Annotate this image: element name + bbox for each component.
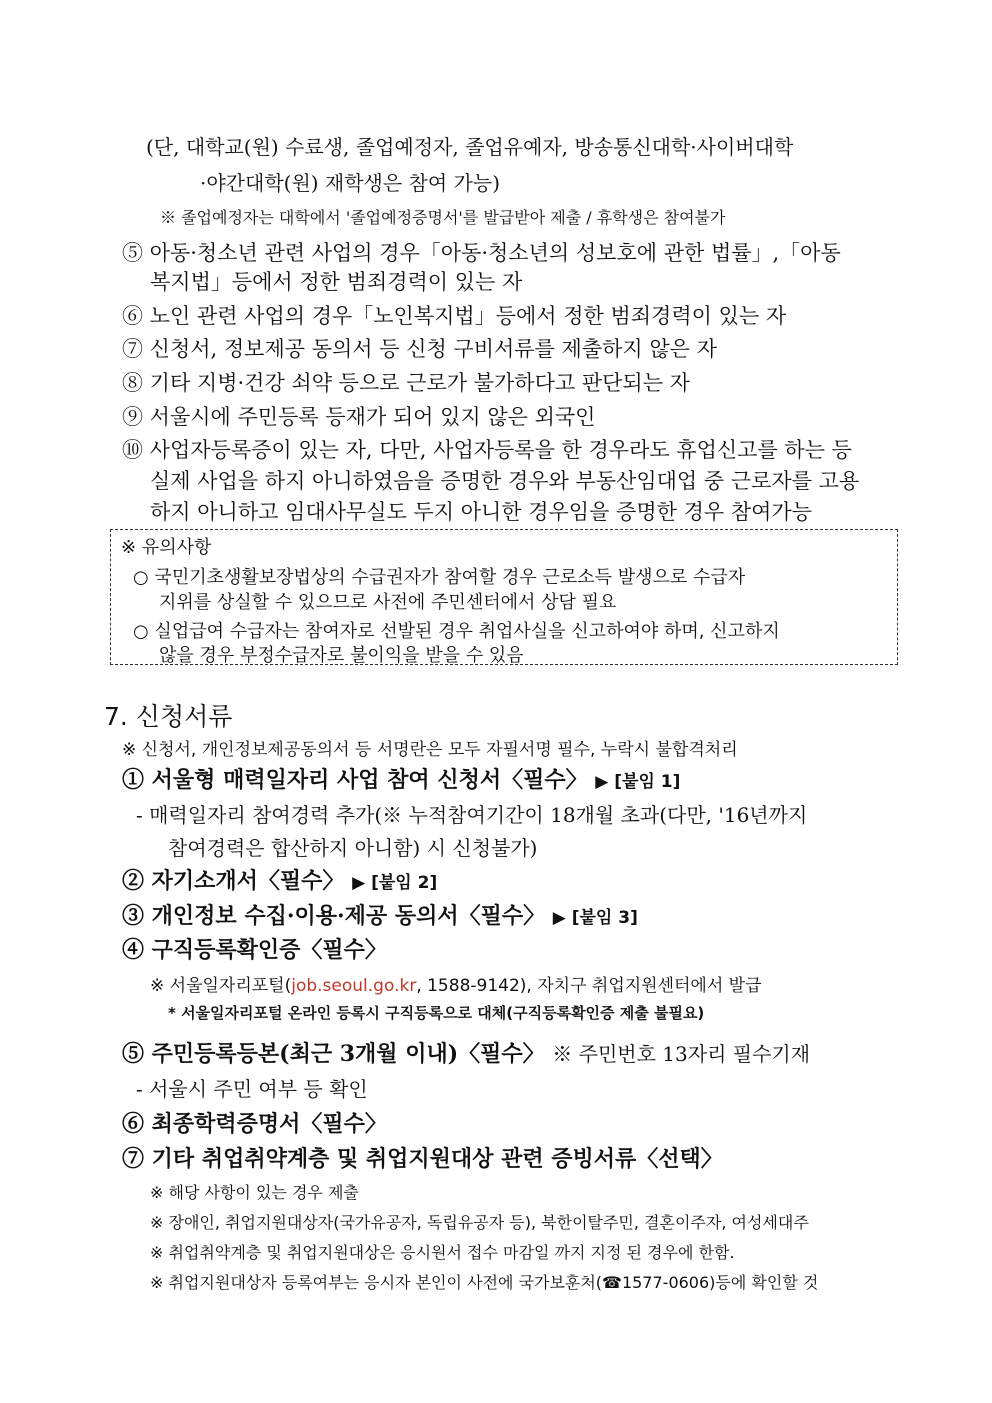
- signature-note: ※ 신청서, 개인정보제공동의서 등 서명란은 모두 자필서명 필수, 누락시 불합격처리: [122, 740, 738, 760]
- graduate-note: ※ 졸업예정자는 대학에서 '졸업예정증명서'를 발급받아 제출 / 휴학생은 참여불가: [160, 208, 726, 227]
- doc-1: [122, 763, 680, 794]
- doc-1-label: ① 서울형 매력일자리 사업 참여 신청서〈필수〉: [122, 767, 588, 793]
- doc-7-note-3: ※ 취업취약계층 및 취업지원대상은 응시원서 접수 마감일 까지 지정 된 경우에 한함.: [150, 1243, 735, 1262]
- item-5-line-2: 복지법」등에서 정한 범죄경력이 있는 자: [150, 270, 523, 294]
- doc-4-note-pre: ※ 서울일자리포털(: [150, 976, 292, 996]
- doc-7-note-4: ※ 취업지원대상자 등록여부는 응시자 본인이 사전에 국가보훈처(☎1577-0606)등에 확인할 것: [150, 1273, 819, 1292]
- doc-5-label: ⑤ 주민등록등본(최근 3개월 이내)〈필수〉: [122, 1041, 545, 1067]
- doc-1-attachment: ▶ [붙임 1]: [595, 772, 681, 792]
- exception-line-1: (단, 대학교(원) 수료생, 졸업예정자, 졸업유예자, 방송통신대학·사이버대학: [146, 135, 794, 159]
- doc-4-note-post: , 1588-9142), 자치구 취업지원센터에서 발급: [416, 976, 762, 996]
- doc-7-note-2: ※ 장애인, 취업지원대상자(국가유공자, 독립유공자 등), 북한이탈주민, 결혼이주자, 여성세대주: [150, 1213, 809, 1232]
- notice-bullet-1-line-1: ○ 국민기초생활보장법상의 수급권자가 참여할 경우 근로소득 발생으로 수급자: [133, 567, 746, 588]
- item-10-line-1: ⑩ 사업자등록증이 있는 자, 다만, 사업자등록을 한 경우라도 휴업신고를 하는 등: [122, 438, 852, 462]
- notice-title: ※ 유의사항: [121, 537, 212, 558]
- doc-2: [122, 864, 437, 895]
- notice-bullet-2-line-1: ○ 실업급여 수급자는 참여자로 선발된 경우 취업사실을 신고하여야 하며, 신고하지: [133, 621, 780, 642]
- exception-line-2: ·야간대학(원) 재학생은 참여 가능): [200, 171, 500, 195]
- item-10-line-3: 하지 아니하고 임대사무실도 두지 아니한 경우임을 증명한 경우 참여가능: [150, 500, 812, 524]
- doc-4-star-note: * 서울일자리포털 온라인 등록시 구직등록으로 대체(구직등록확인증 제출 불필요): [168, 1004, 705, 1022]
- notice-bullet-1-line-2: 지위를 상실할 수 있으므로 사전에 주민센터에서 상담 필요: [159, 592, 617, 613]
- item-5-line-1: ⑤ 아동·청소년 관련 사업의 경우「아동·청소년의 성보호에 관한 법률」,「아동: [122, 241, 841, 265]
- doc-4: ④ 구직등록확인증〈필수〉: [122, 937, 387, 963]
- doc-1-sub-line-2: 참여경력은 합산하지 아니함) 시 신청불가): [168, 836, 538, 860]
- doc-5: [122, 1037, 810, 1068]
- doc-5-sub: - 서울시 주민 여부 등 확인: [136, 1077, 368, 1101]
- item-8: ⑧ 기타 지병·건강 쇠약 등으로 근로가 불가하다고 판단되는 자: [122, 371, 690, 395]
- notice-box: [110, 529, 898, 665]
- notice-bullet-2-line-2: 않을 경우 부정수급자로 불이익을 받을 수 있음: [159, 645, 524, 666]
- doc-3-label: ③ 개인정보 수집·이용·제공 동의서〈필수〉: [122, 903, 546, 929]
- doc-3-attachment: ▶ [붙임 3]: [552, 908, 638, 928]
- doc-2-attachment: ▶ [붙임 2]: [352, 873, 438, 893]
- section-7-heading: 7. 신청서류: [104, 702, 233, 731]
- item-7: ⑦ 신청서, 정보제공 동의서 등 신청 구비서류를 제출하지 않은 자: [122, 337, 717, 361]
- job-portal-link[interactable]: job.seoul.go.kr: [291, 976, 417, 996]
- doc-4-note: [150, 971, 762, 996]
- doc-6: ⑥ 최종학력증명서〈필수〉: [122, 1111, 387, 1137]
- item-6: ⑥ 노인 관련 사업의 경우「노인복지법」등에서 정한 범죄경력이 있는 자: [122, 304, 787, 328]
- doc-7: ⑦ 기타 취업취약계층 및 취업지원대상 관련 증빙서류〈선택〉: [122, 1146, 723, 1172]
- doc-5-note: ※ 주민번호 13자리 필수기재: [552, 1042, 811, 1066]
- doc-2-label: ② 자기소개서〈필수〉: [122, 868, 345, 894]
- item-10-line-2: 실제 사업을 하지 아니하였음을 증명한 경우와 부동산임대업 중 근로자를 고용: [150, 469, 860, 493]
- item-9: ⑨ 서울시에 주민등록 등재가 되어 있지 않은 외국인: [122, 405, 596, 429]
- doc-7-note-1: ※ 해당 사항이 있는 경우 제출: [150, 1183, 359, 1202]
- doc-1-sub-line-1: - 매력일자리 참여경력 추가(※ 누적참여기간이 18개월 초과(다만, '16년까지: [136, 803, 808, 827]
- doc-3: [122, 899, 638, 930]
